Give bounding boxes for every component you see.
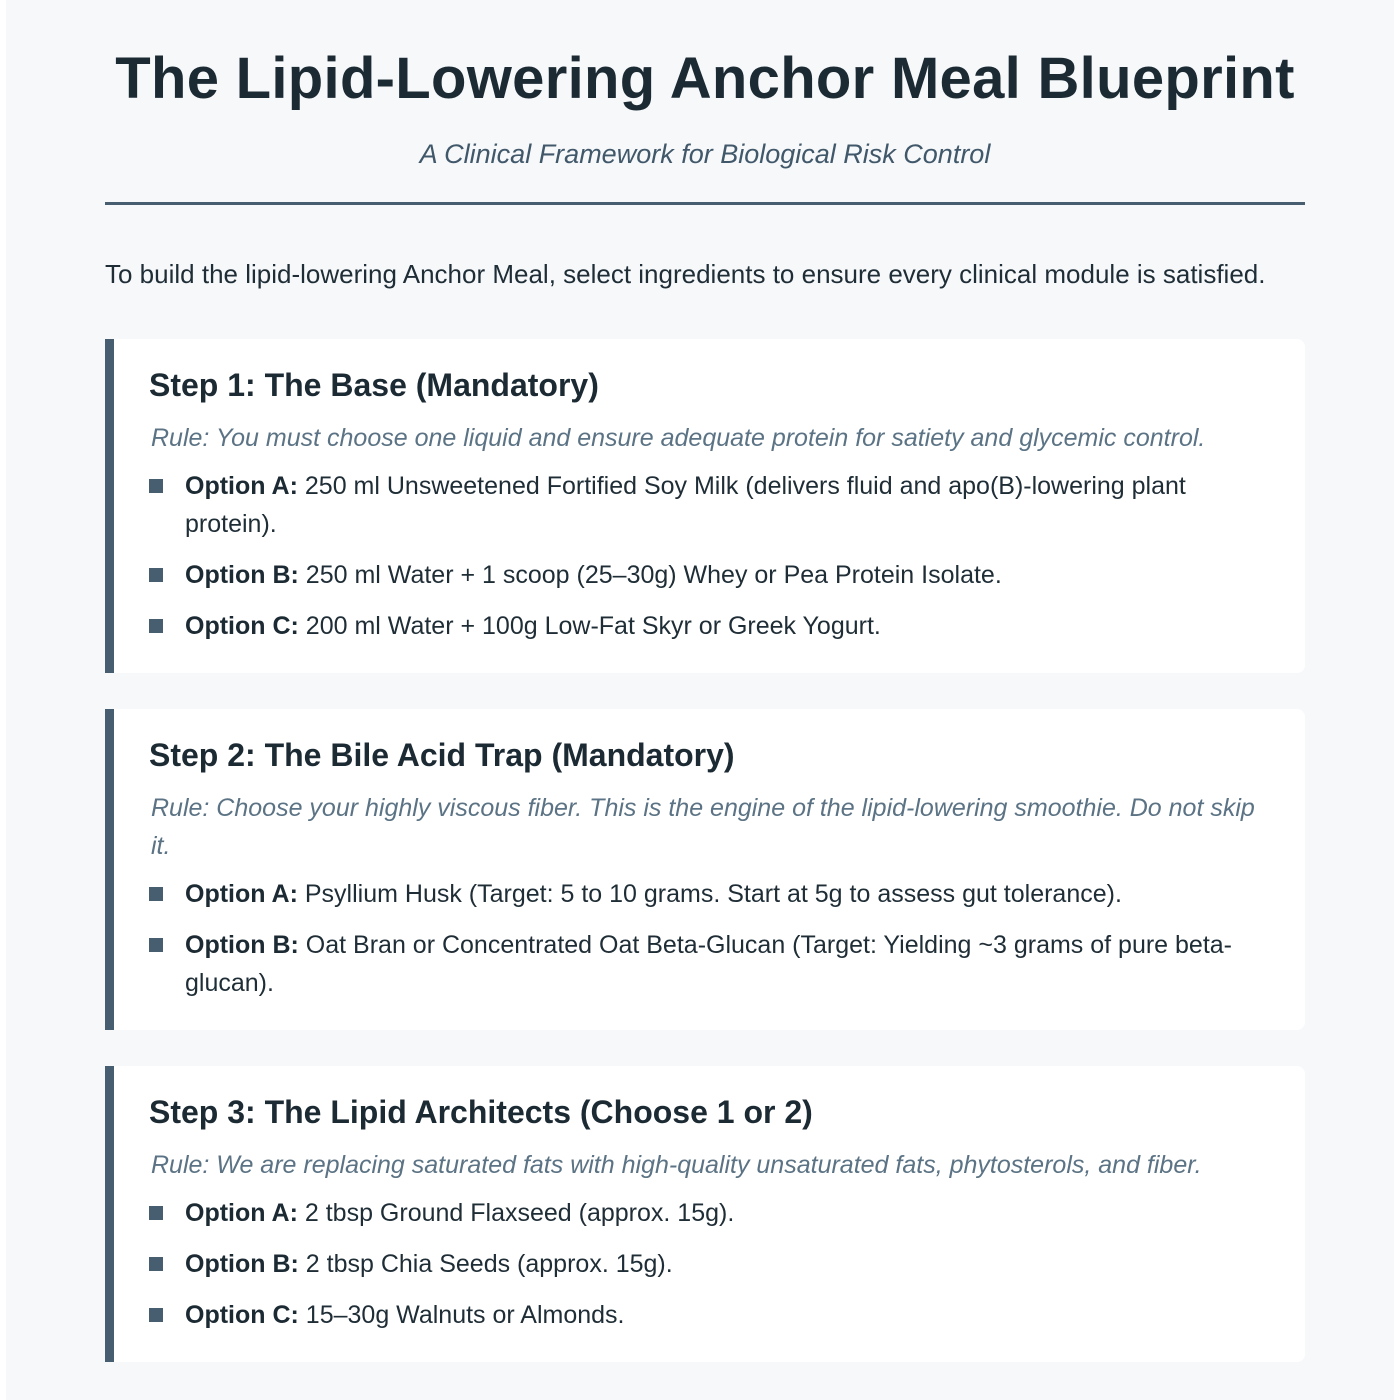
option-label: Option A: — [185, 880, 298, 908]
option-text: 200 ml Water + 100g Low-Fat Skyr or Greek Yogurt. — [298, 612, 881, 640]
list-item — [149, 607, 1269, 645]
list-item — [149, 926, 1269, 1002]
list-item — [149, 556, 1269, 594]
step-title: Step 1: The Base (Mandatory) — [149, 367, 599, 403]
square-bullet-icon — [149, 479, 163, 493]
list-item — [149, 467, 1269, 543]
step-title: Step 2: The Bile Acid Trap (Mandatory) — [149, 737, 735, 773]
document-page — [6, 0, 1394, 1400]
square-bullet-icon — [149, 619, 163, 633]
option-list — [149, 1194, 1269, 1334]
option-label: Option A: — [185, 1199, 298, 1227]
option-label: Option B: — [185, 931, 299, 959]
option-text: 2 tbsp Chia Seeds (approx. 15g). — [298, 1250, 673, 1278]
square-bullet-icon — [149, 568, 163, 582]
option-text: 250 ml Water + 1 scoop (25–30g) Whey or Pea Protein Isolate. — [298, 561, 1002, 589]
square-bullet-icon — [149, 1308, 163, 1322]
list-item — [149, 875, 1269, 913]
step-card-lipid-architects — [105, 1066, 1305, 1362]
step-card-base — [105, 339, 1305, 673]
option-label: Option C: — [185, 612, 299, 640]
square-bullet-icon — [149, 938, 163, 952]
step-card-bile-acid-trap — [105, 709, 1305, 1030]
step-rule: Rule: You must choose one liquid and ensure adequate protein for satiety and glycemic control. — [151, 424, 1206, 452]
option-list — [149, 467, 1269, 645]
square-bullet-icon — [149, 887, 163, 901]
title-divider — [105, 202, 1305, 205]
document-content — [105, 0, 1305, 1362]
option-text: 15–30g Walnuts or Almonds. — [298, 1301, 625, 1329]
option-text: Psyllium Husk (Target: 5 to 10 grams. Start at 5g to assess gut tolerance). — [297, 880, 1122, 908]
option-label: Option B: — [185, 1250, 299, 1278]
page-subtitle: A Clinical Framework for Biological Risk Control — [419, 139, 991, 169]
option-label: Option A: — [185, 472, 298, 500]
step-rule: Rule: We are replacing saturated fats with high-quality unsaturated fats, phytosterols, and fiber. — [151, 1151, 1202, 1179]
option-text: 2 tbsp Ground Flaxseed (approx. 15g). — [297, 1199, 735, 1227]
list-item — [149, 1245, 1269, 1283]
option-label: Option C: — [185, 1301, 299, 1329]
option-text: 250 ml Unsweetened Fortified Soy Milk (delivers fluid and apo(B)-lowering plant protein). — [185, 472, 1186, 538]
option-list — [149, 875, 1269, 1002]
intro-paragraph: To build the lipid-lowering Anchor Meal, select ingredients to ensure every clinical module is satisfied. — [105, 259, 1266, 289]
square-bullet-icon — [149, 1257, 163, 1271]
list-item — [149, 1194, 1269, 1232]
step-rule: Rule: Choose your highly viscous fiber. This is the engine of the lipid-lowering smoothie. Do not skip it. — [151, 794, 1255, 860]
option-text: Oat Bran or Concentrated Oat Beta-Glucan (Target: Yielding ~3 grams of pure beta-glucan). — [185, 931, 1233, 997]
list-item — [149, 1296, 1269, 1334]
step-title: Step 3: The Lipid Architects (Choose 1 or 2) — [149, 1094, 813, 1130]
page-title: The Lipid-Lowering Anchor Meal Blueprint — [115, 46, 1295, 111]
square-bullet-icon — [149, 1206, 163, 1220]
option-label: Option B: — [185, 561, 299, 589]
